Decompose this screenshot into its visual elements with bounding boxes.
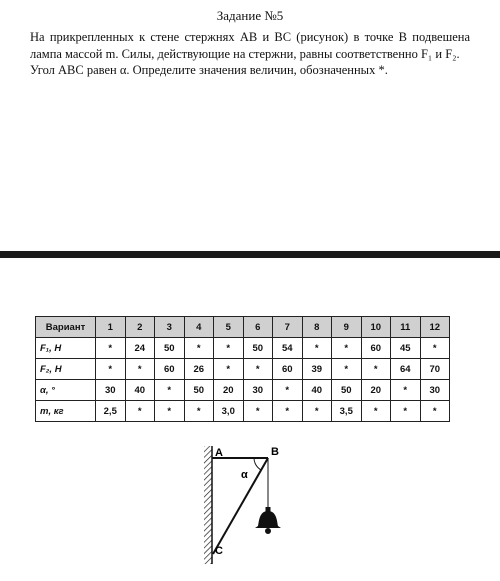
table-cell: *	[214, 359, 244, 380]
table-cell: *	[361, 401, 391, 422]
table-cell: 30	[243, 380, 273, 401]
table-cell: *	[332, 338, 362, 359]
table-cell: 30	[96, 380, 126, 401]
angle-arc	[254, 458, 261, 470]
table-cell: *	[125, 359, 155, 380]
table-cell: *	[391, 380, 421, 401]
table-cell: *	[302, 401, 332, 422]
row-label: m, кг	[36, 401, 96, 422]
row-label: α, °	[36, 380, 96, 401]
table-cell: 60	[361, 338, 391, 359]
table-cell: 50	[243, 338, 273, 359]
header-variant: 2	[125, 317, 155, 338]
table-cell: *	[184, 401, 214, 422]
table-cell: *	[243, 401, 273, 422]
header-label: Вариант	[36, 317, 96, 338]
header-variant: 9	[332, 317, 362, 338]
table-cell: *	[391, 401, 421, 422]
table-cell: *	[125, 401, 155, 422]
header-variant: 8	[302, 317, 332, 338]
table-cell: *	[332, 359, 362, 380]
table-cell: *	[273, 401, 303, 422]
table-row	[36, 380, 450, 401]
table-cell: *	[243, 359, 273, 380]
table-cell: 60	[155, 359, 185, 380]
row-label: F₂, Н	[36, 359, 96, 380]
table-cell: 2,5	[96, 401, 126, 422]
table-cell: 26	[184, 359, 214, 380]
table-cell: 60	[273, 359, 303, 380]
task-text: На прикрепленных к стене стержнях AB и BC (рисунок) в точке B подвешена лампа массой m. Силы, действующие на стержни, равны соответственно F₁ и F₂. Угол ABC равен α. Определите значения величин, обозначенных *.	[30, 30, 470, 77]
header-variant: 6	[243, 317, 273, 338]
lamp-bulb	[265, 528, 271, 534]
table-cell: 30	[420, 380, 450, 401]
table-cell: *	[184, 338, 214, 359]
table-cell: *	[96, 338, 126, 359]
table-cell: *	[361, 359, 391, 380]
table-cell: 50	[184, 380, 214, 401]
table-cell: 70	[420, 359, 450, 380]
table-cell: 54	[273, 338, 303, 359]
lamp-icon	[255, 511, 281, 528]
table-cell: 50	[332, 380, 362, 401]
table-cell: 64	[391, 359, 421, 380]
header-variant: 12	[420, 317, 450, 338]
header-variant: 10	[361, 317, 391, 338]
table-cell: *	[420, 338, 450, 359]
table-cell: *	[214, 338, 244, 359]
table-cell: *	[155, 401, 185, 422]
table-row	[36, 359, 450, 380]
table-cell: 20	[214, 380, 244, 401]
wall-hatching	[204, 446, 212, 564]
header-variant: 4	[184, 317, 214, 338]
table-cell: 20	[361, 380, 391, 401]
label-c: C	[215, 545, 223, 557]
table-header-row	[36, 317, 450, 338]
table-cell: 50	[155, 338, 185, 359]
table-cell: 45	[391, 338, 421, 359]
table-cell: *	[420, 401, 450, 422]
header-variant: 7	[273, 317, 303, 338]
table-row	[36, 338, 450, 359]
table-cell: *	[96, 359, 126, 380]
header-variant: 3	[155, 317, 185, 338]
table-cell: *	[302, 338, 332, 359]
table-row	[36, 401, 450, 422]
header-variant: 5	[214, 317, 244, 338]
table-cell: 39	[302, 359, 332, 380]
label-b: B	[271, 446, 279, 458]
table-cell: 3,5	[332, 401, 362, 422]
rod-lamp-figure	[200, 444, 310, 569]
label-alpha: α	[241, 469, 248, 481]
row-label: F₁, Н	[36, 338, 96, 359]
table-cell: *	[273, 380, 303, 401]
table-cell: 40	[302, 380, 332, 401]
header-variant: 11	[391, 317, 421, 338]
section-divider	[0, 251, 500, 258]
table-cell: 40	[125, 380, 155, 401]
header-variant: 1	[96, 317, 126, 338]
variants-table	[35, 316, 450, 422]
table-cell: 3,0	[214, 401, 244, 422]
task-title: Задание №5	[216, 8, 284, 23]
table-cell: 24	[125, 338, 155, 359]
label-a: A	[215, 447, 223, 459]
table-cell: *	[155, 380, 185, 401]
